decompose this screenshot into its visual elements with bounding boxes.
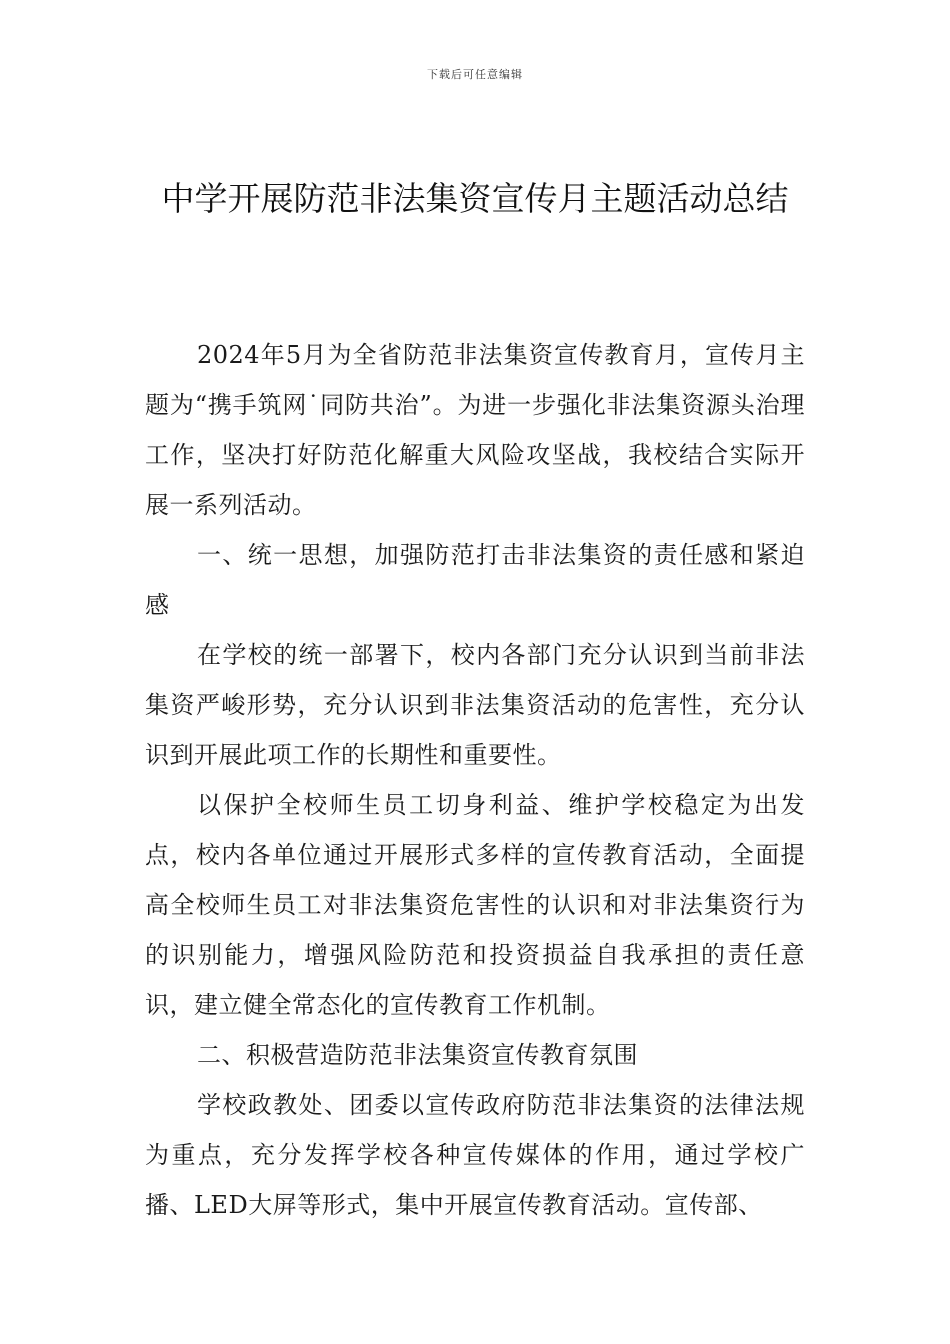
paragraph-section-2a: 学校政教处、团委以宣传政府防范非法集资的法律法规为重点，充分发挥学校各种宣传媒体的作用，通过学校广播、LED大屏等形式，集中开展宣传教育活动。宣传部、 [145, 1091, 805, 1219]
page-header-note: 下载后可任意编辑 [427, 68, 523, 81]
paragraph-section-1b: 以保护全校师生员工切身利益、维护学校稳定为出发点，校内各单位通过开展形式多样的宣传教育活动，全面提高全校师生员工对非法集资危害性的认识和对非法集资行为的识别能力，增强风险防范和投资损益自我承担的责任意识，建立健全常态化的宣传教育工作机制。 [145, 791, 805, 1019]
paragraph-intro: 2024年5月为全省防范非法集资宣传教育月，宣传月主题为“携手筑网˙同防共治”。为进一步强化非法集资源头治理工作，坚决打好防范化解重大风险攻坚战，我校结合实际开展一系列活动。 [145, 341, 805, 519]
paragraph-section-1a: 在学校的统一部署下，校内各部门充分认识到当前非法集资严峻形势，充分认识到非法集资活动的危害性，充分认识到开展此项工作的长期性和重要性。 [145, 641, 805, 769]
section-heading-1: 一、统一思想，加强防范打击非法集资的责任感和紧迫感 [145, 541, 805, 619]
document-body [145, 330, 805, 1230]
document-title: 中学开展防范非法集资宣传月主题活动总结 [161, 179, 789, 218]
section-heading-2: 二、积极营造防范非法集资宣传教育氛围 [197, 1041, 638, 1069]
